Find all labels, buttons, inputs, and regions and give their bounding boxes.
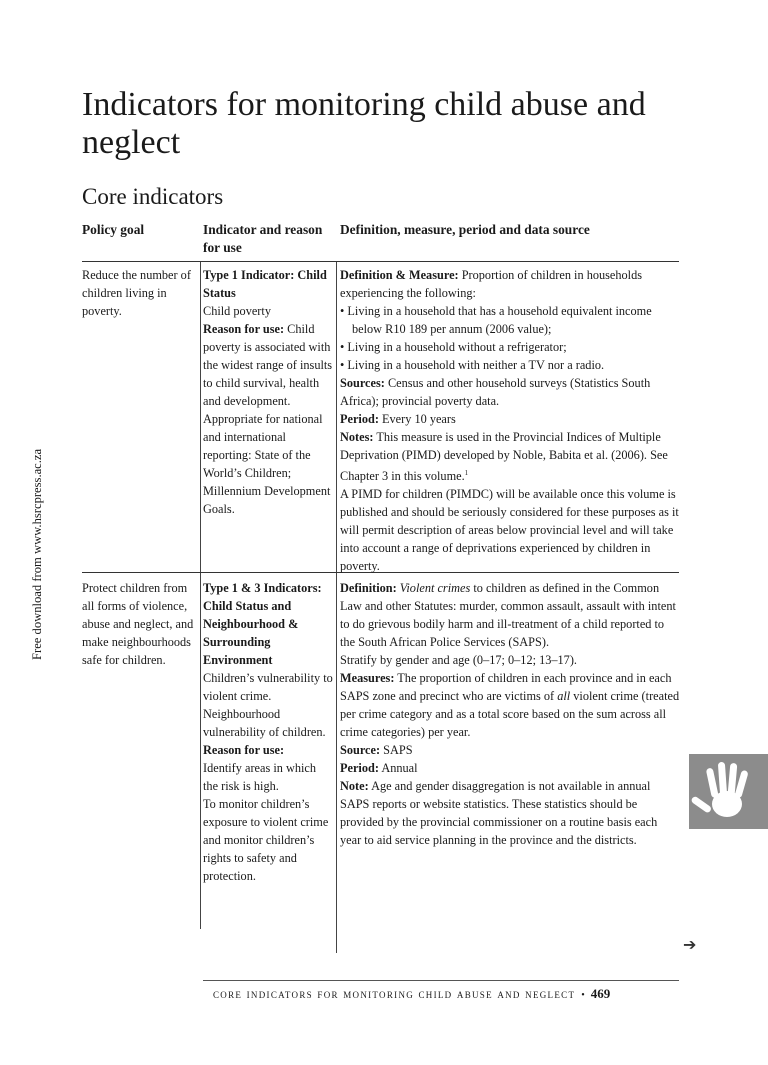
- row2-measures: Measures: The proportion of children in each province and in each SAPS zone and precinct who are victims of all violent crime (treated per crime category and as a total score based on the sum across all crime categories) per year.: [340, 671, 680, 739]
- row2-def: Definition: Violent crimes to children as defined in the Common Law and other Statutes: murder, common assault, assault with intent to do grievous bodily harm and ill-treatment of a child reported to the South African Police Services (SAPS).: [340, 581, 676, 649]
- page-title: Indicators for monitoring child abuse and neglect: [82, 86, 646, 161]
- side-download-label: Free download from www.hsrcpress.ac.za: [30, 448, 44, 660]
- column-divider: [336, 573, 337, 953]
- row1-indicator-name: Child poverty: [203, 304, 271, 318]
- row2-indicator-type: Type 1 & 3 Indicators: Child Status and Neighbourhood & Surrounding Environment: [203, 581, 322, 667]
- row2-reason-text: Identify areas in which the risk is high.: [203, 761, 317, 793]
- row2-indicator-text: Neighbourhood vulnerability of children.: [203, 707, 326, 739]
- row1-bullet: • Living in a household that has a household equivalent income below R10 189 per annum (2006 value);: [340, 302, 680, 338]
- row2-source: Source: SAPS: [340, 743, 413, 757]
- row1-goal: Reduce the number of children living in poverty.: [82, 268, 191, 318]
- row1-pimdc: A PIMD for children (PIMDC) will be available once this volume is published and should be seriously considered for these purposes as it will permit description of areas below provincial level and will take into account a range of deprivations experienced by children in poverty.: [340, 487, 679, 574]
- row1-reason: Reason for use: Child poverty is associated with the widest range of insults to child survival, health and development. Appropriate for national and international reporting: State of the World’s Children; Millennium Development Goals.: [203, 322, 333, 516]
- row1-indicator: [203, 266, 333, 518]
- row2-goal: Protect children from all forms of violence, abuse and neglect, and make neighbourhoods safe for children.: [82, 581, 194, 667]
- indicators-table: [82, 221, 679, 953]
- continue-arrow-icon: ➔: [683, 935, 697, 954]
- footer-separator: •: [581, 990, 585, 1001]
- table-row: [82, 573, 679, 953]
- row2-indicator-text: Children’s vulnerability to violent crime.: [203, 671, 333, 703]
- row2-definition: [340, 579, 680, 849]
- row2-period: Period: Annual: [340, 761, 418, 775]
- footer-running-title: core indicators for monitoring child abuse and neglect: [213, 987, 576, 1001]
- section-subtitle: Core indicators: [82, 184, 224, 209]
- column-divider: [200, 573, 201, 929]
- column-divider: [336, 262, 337, 572]
- table-row: [82, 262, 679, 573]
- page-footer: [203, 980, 679, 1003]
- header-indicator: Indicator and reason for use: [203, 222, 323, 255]
- page-number: 469: [590, 986, 611, 1001]
- row2-note: Note: Age and gender disaggregation is not available in annual SAPS reports or website statistics. These statistics should be provided by the provincial commissioner on a routine basis each year to aid service planning in the province and the districts.: [340, 779, 658, 847]
- row1-bullet: • Living in a household with neither a TV nor a radio.: [340, 356, 680, 374]
- header-definition: Definition, measure, period and data source: [340, 222, 590, 237]
- row1-def: Definition & Measure: Proportion of children in households experiencing the following:: [340, 268, 643, 300]
- row2-indicator: [203, 579, 333, 885]
- row1-bullet: • Living in a household without a refrigerator;: [340, 338, 680, 356]
- row2-reason-label: Reason for use:: [203, 743, 285, 757]
- table-header: [82, 221, 679, 262]
- row2-stratify: Stratify by gender and age (0–17; 0–12; 13–17).: [340, 653, 578, 667]
- column-divider: [200, 262, 201, 572]
- row2-reason-text: To monitor children’s exposure to violent crime and monitor children’s rights to safety and protection.: [203, 797, 329, 883]
- section-tab: [689, 754, 768, 829]
- row1-indicator-type: Type 1 Indicator: Child Status: [203, 268, 327, 300]
- hand-icon: [689, 754, 768, 829]
- row1-sources: Sources: Census and other household surveys (Statistics South Africa); provincial poverty data.: [340, 376, 651, 408]
- row1-notes: Notes: This measure is used in the Provincial Indices of Multiple Deprivation (PIMD) developed by Noble, Babita et al. (2006). See Chapter 3 in this volume.$^1$: [340, 430, 668, 484]
- row1-definition: [340, 266, 680, 575]
- header-policy-goal: Policy goal: [82, 222, 145, 237]
- row1-period: Period: Every 10 years: [340, 412, 456, 426]
